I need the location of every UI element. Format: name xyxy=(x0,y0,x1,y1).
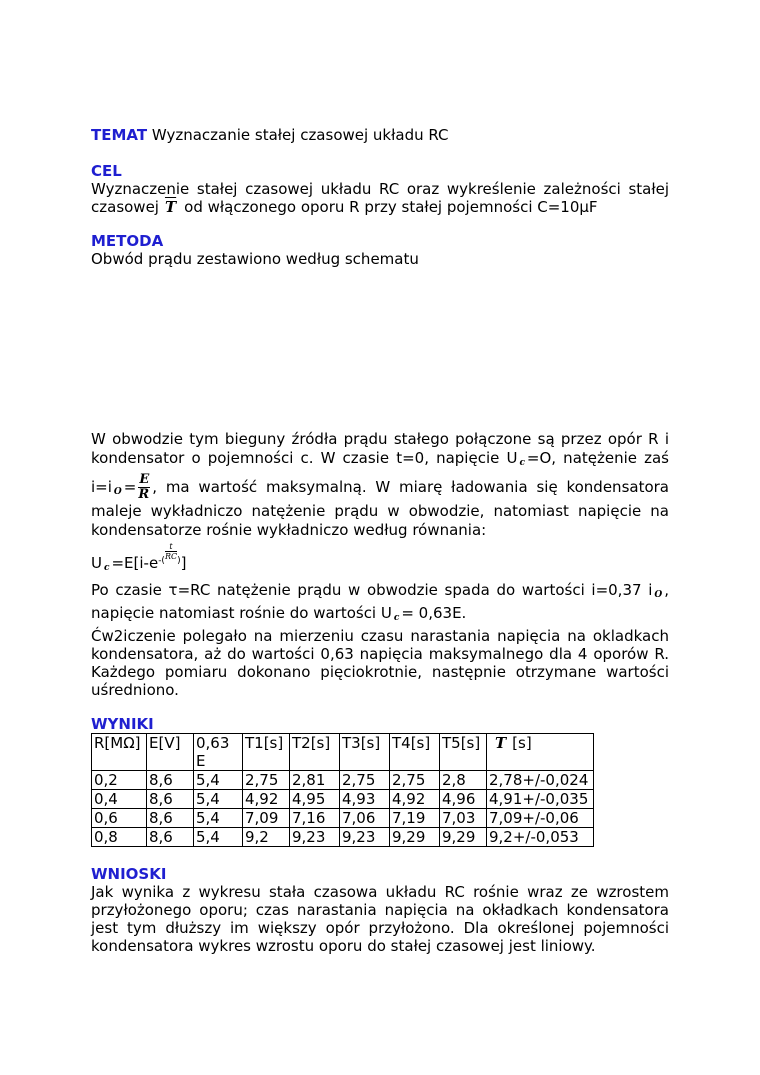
table-cell: 5,4 xyxy=(194,790,243,809)
table-cell: 5,4 xyxy=(194,828,243,847)
document-body xyxy=(91,126,669,955)
table-cell: 0,2 xyxy=(92,771,147,790)
col-header: T2[s] xyxy=(290,734,340,771)
table-cell: 4,92 xyxy=(243,790,290,809)
col-header: 0,63 E xyxy=(194,734,243,771)
equation-uc: U $_c =E[i-e^{-( \frac{t}{RC})}]$ xyxy=(91,542,187,573)
col-header: T4[s] xyxy=(390,734,440,771)
col-header: R[MΩ] xyxy=(92,734,147,771)
col-header: T5[s] xyxy=(440,734,487,771)
table-cell: 8,6 xyxy=(147,809,194,828)
table-cell: 9,29 xyxy=(390,828,440,847)
table-cell: 5,4 xyxy=(194,771,243,790)
table-cell: 4,91+/-0,035 xyxy=(487,790,594,809)
table-row xyxy=(92,828,594,847)
table-row xyxy=(92,790,594,809)
table-cell: 2,78+/-0,024 xyxy=(487,771,594,790)
table-cell: 7,09 xyxy=(243,809,290,828)
goal-heading: CEL xyxy=(91,162,122,180)
table-cell: 9,29 xyxy=(440,828,487,847)
goal-text: Wyznaczenie stałej czasowej układu RC oraz wykreślenie zależności stałej czasowej $\overline{T}$ od włączonego oporu R przy stałej pojemności C=10µF xyxy=(91,180,669,216)
method-heading: METODA xyxy=(91,232,164,250)
table-cell: 4,95 xyxy=(290,790,340,809)
table-cell: 8,6 xyxy=(147,790,194,809)
table-cell: 7,16 xyxy=(290,809,340,828)
table-cell: 0,4 xyxy=(92,790,147,809)
table-cell: 8,6 xyxy=(147,828,194,847)
topic-heading: TEMAT xyxy=(91,126,148,144)
results-heading: WYNIKI xyxy=(91,715,154,733)
tau-symbol: $\overline{T}$ xyxy=(495,734,507,752)
table-cell: 9,23 xyxy=(290,828,340,847)
tau-symbol: $\overline{T}$ xyxy=(164,198,177,216)
method-text: Obwód prądu zestawiono według schematu xyxy=(91,250,419,268)
table-cell: 0,8 xyxy=(92,828,147,847)
topic-line xyxy=(91,126,669,144)
col-header: T3[s] xyxy=(340,734,390,771)
results-header-row xyxy=(92,734,594,771)
table-cell: 7,09+/-0,06 xyxy=(487,809,594,828)
paragraph-experiment: Ćw2iczenie polegało na mierzeniu czasu narastania napięcia na okladkach kondensatora, aż do wartości 0,63 napięcia maksymalnego dla 4 oporów R. Każdego pomiaru dokonano pięciokrotnie, następnie otrzymane wartości uśredniono. xyxy=(91,627,669,699)
paragraph-time-constant: Po czasie τ=RC natężenie prądu w obwodzie spada do wartości i=0,37 i $_O$ , napięcie natomiast rośnie do wartości U $_c$ = 0,63E. xyxy=(91,581,669,623)
table-row xyxy=(92,809,594,828)
col-header: T1[s] xyxy=(243,734,290,771)
paragraph-circuit: W obwodzie tym bieguny źródła prądu stałego połączone są przez opór R i kondensator o pojemności c. W czasie t=0, napięcie U $_c$ =O, natężenie zaś i=i $_O$ = $\frac{E}{R}$ , ma wartość maksymalną. W miarę ładowania się kondensatora maleje wykładniczo natężenie prądu w obwodzie, natomiast napięcie na kondensatorze rośnie wykładniczo według równania: xyxy=(91,430,669,539)
col-header-tau: $\overline{T}$ [s] xyxy=(487,734,594,771)
table-cell: 9,23 xyxy=(340,828,390,847)
table-cell: 4,92 xyxy=(390,790,440,809)
table-cell: 4,96 xyxy=(440,790,487,809)
col-header: E[V] xyxy=(147,734,194,771)
table-cell: 7,19 xyxy=(390,809,440,828)
table-cell: 5,4 xyxy=(194,809,243,828)
table-cell: 9,2 xyxy=(243,828,290,847)
conclusions-heading: WNIOSKI xyxy=(91,865,167,883)
table-row xyxy=(92,771,594,790)
table-cell: 8,6 xyxy=(147,771,194,790)
results-table xyxy=(91,733,594,847)
table-cell: 7,03 xyxy=(440,809,487,828)
conclusions-text: Jak wynika z wykresu stała czasowa układu RC rośnie wraz ze wzrostem przyłożonego oporu; czas narastania napięcia na okładkach kondensatora jest tym dłuższy im większy opór przyłożono. Dla określonej pojemności kondensatora wykres wzrostu oporu do stałej czasowej jest liniowy. xyxy=(91,883,669,955)
table-cell: 0,6 xyxy=(92,809,147,828)
table-cell: 2,75 xyxy=(243,771,290,790)
table-cell: 7,06 xyxy=(340,809,390,828)
table-cell: 2,75 xyxy=(340,771,390,790)
table-cell: 2,75 xyxy=(390,771,440,790)
circuit-diagram-space xyxy=(91,268,669,430)
topic-text: Wyznaczanie stałej czasowej układu RC xyxy=(151,126,449,144)
table-cell: 4,93 xyxy=(340,790,390,809)
table-cell: 2,8 xyxy=(440,771,487,790)
table-cell: 9,2+/-0,053 xyxy=(487,828,594,847)
table-cell: 2,81 xyxy=(290,771,340,790)
fraction-e-over-r: $\frac{E}{R}$ xyxy=(138,472,150,502)
